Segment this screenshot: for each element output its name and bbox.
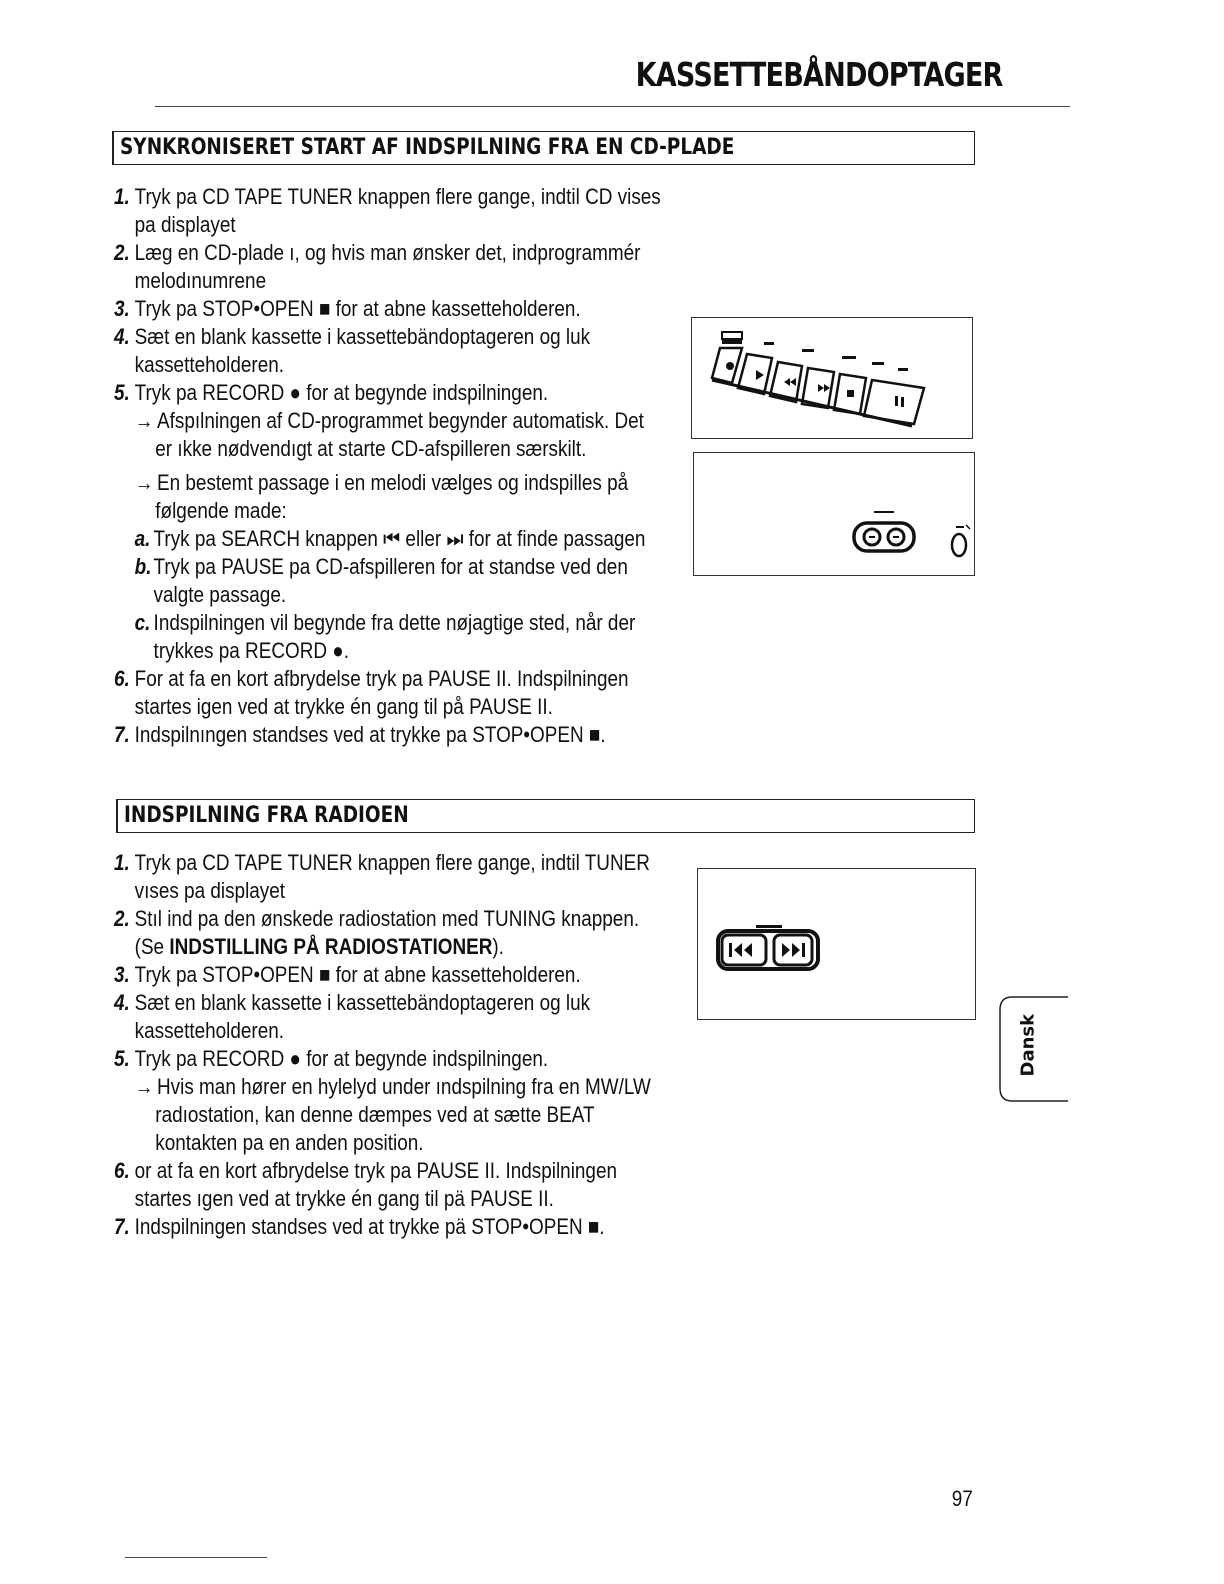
record-symbol-figure [693, 452, 975, 576]
section-title: SYNKRONISERET START AF INDSPILNING FRA EN CD-PLADE [120, 135, 735, 160]
step-item [114, 239, 664, 295]
step-text: Indspilningen standses ved at trykke pä STOP•OPEN ■. [134, 1214, 605, 1239]
step-text: Tryk pa CD TAPE TUNER knappen flere gange, indtil CD vises [134, 184, 661, 209]
step-text: kassetteholderen. [134, 352, 284, 377]
step-number: c. [134, 610, 151, 635]
step-text: pa displayet [134, 212, 236, 237]
step-item [114, 721, 664, 749]
step-item [114, 989, 673, 1045]
cross-reference: (Se INDSTILLING PÅ RADIOSTATIONER). [134, 934, 504, 959]
language-tab-label: Dansk [1017, 1013, 1039, 1077]
step-number: 4. [114, 324, 130, 349]
step-number: a. [134, 526, 151, 551]
note-text: kontakten pa en anden position. [155, 1130, 424, 1155]
step-item [114, 665, 664, 721]
sub-step-item [114, 553, 664, 609]
cassette-record-illustration [694, 453, 974, 575]
step-number: 1. [114, 184, 130, 209]
footer-rule [125, 1557, 267, 1558]
step-number: 7. [114, 722, 130, 747]
tuning-buttons-figure [697, 868, 976, 1020]
step-item [114, 1157, 673, 1213]
step-item [114, 1213, 673, 1241]
arrow-right-icon: → [134, 1074, 154, 1099]
step-text: Indspilningen vil begynde fra dette nøjagtige sted, når der [153, 610, 636, 635]
page-title: KASSETTEBÅNDOPTAGER [635, 55, 1003, 94]
step-number: 3. [114, 962, 130, 987]
section-header-cd-sync [112, 131, 975, 165]
note-text: En bestemt passage i en melodi vælges og indspilles på [157, 470, 629, 495]
step-text: For at fa en kort afbrydelse tryk pa PAUSE II. Indspilningen [134, 666, 629, 691]
step-number: 6. [114, 666, 130, 691]
step-number: 7. [114, 1214, 130, 1239]
tuning-keys-illustration [698, 869, 975, 1019]
step-item: 2. Stıl ind pa den ønskede radiostation med TUNING knappen. (Se INDSTILLING PÅ RADIOSTATIONER). [114, 905, 673, 961]
note-item [114, 1073, 673, 1157]
step-item [114, 295, 664, 323]
step-item [114, 379, 664, 407]
step-text: Indspilnıngen standses ved at trykke pa STOP•OPEN ■. [134, 722, 606, 747]
title-divider [155, 106, 1070, 107]
note-item [114, 469, 664, 525]
note-text: radıostation, kan denne dæmpes ved at sætte BEAT [155, 1102, 595, 1127]
step-text: Tryk pa PAUSE pa CD-afspilleren for at standse ved den [153, 554, 628, 579]
note-text: er ıkke nødvendıgt at starte CD-afspilleren særskilt. [155, 436, 587, 461]
page-number: 97 [951, 1486, 973, 1511]
language-tab [998, 996, 1068, 1102]
step-text: Tryk pa SEARCH knappen ⏮ eller ⏭ for at finde passagen [153, 526, 646, 551]
step-text: startes ıgen ved at trykke én gang til pä PAUSE II. [134, 1186, 554, 1211]
step-number: 5. [114, 1046, 130, 1071]
cross-reference-title: INDSTILLING PÅ RADIOSTATIONER [169, 934, 493, 959]
step-text: kassetteholderen. [134, 1018, 284, 1043]
step-text: or at fa en kort afbrydelse tryk pa PAUSE II. Indspilningen [134, 1158, 618, 1183]
cd-sync-steps [114, 183, 664, 749]
step-item [114, 183, 664, 239]
step-text: Tryk pa RECORD ● for at begynde indspilningen. [134, 380, 549, 405]
radio-steps [114, 849, 673, 1241]
sub-step-item [114, 609, 664, 665]
step-text: startes igen ved at trykke én gang til på PAUSE II. [134, 694, 553, 719]
step-item: 1. Tryk pa CD TAPE TUNER knappen flere gange, indtil TUNER vıses pa displayet [114, 850, 650, 903]
step-item [114, 1045, 673, 1073]
step-number: 2. [114, 240, 130, 265]
note-text: Hvis man hører en hylelyd under ındspilning fra en MW/LW [157, 1074, 651, 1099]
step-number: 5. [114, 380, 130, 405]
step-text: Sæt en blank kassette i kassettebändoptageren og luk [134, 990, 591, 1015]
step-number: 3. [114, 296, 130, 321]
step-number: b. [134, 554, 152, 579]
step-item [114, 961, 673, 989]
note-text: Afspılningen af CD-programmet begynder automatisk. Det [157, 408, 644, 433]
step-text: Tryk pa STOP•OPEN ■ for at abne kassetteholderen. [134, 962, 581, 987]
section-title: INDSPILNING FRA RADIOEN [124, 803, 409, 828]
step-text: Tryk pa STOP•OPEN ■ for at abne kassetteholderen. [134, 296, 581, 321]
arrow-right-icon: → [134, 470, 154, 495]
sub-step-item [114, 525, 664, 553]
note-item [114, 407, 664, 463]
section-header-radio [116, 799, 975, 833]
step-text: Tryk pa RECORD ● for at begynde indspilningen. [134, 1046, 549, 1071]
step-text: valgte passage. [153, 582, 287, 607]
cassette-keys-illustration [692, 318, 972, 438]
note-text: følgende made: [155, 498, 287, 523]
step-number: 6. [114, 1158, 130, 1183]
arrow-right-icon: → [134, 408, 154, 433]
cassette-buttons-figure [691, 317, 973, 439]
step-text: Læg en CD-plade ı, og hvis man ønsker det, indprogrammér [134, 240, 641, 265]
step-number: 4. [114, 990, 130, 1015]
step-text: Sæt en blank kassette i kassettebändoptageren og luk [134, 324, 591, 349]
step-text: trykkes pa RECORD ●. [153, 638, 349, 663]
step-item [114, 323, 664, 379]
step-text: melodınumrene [134, 268, 267, 293]
